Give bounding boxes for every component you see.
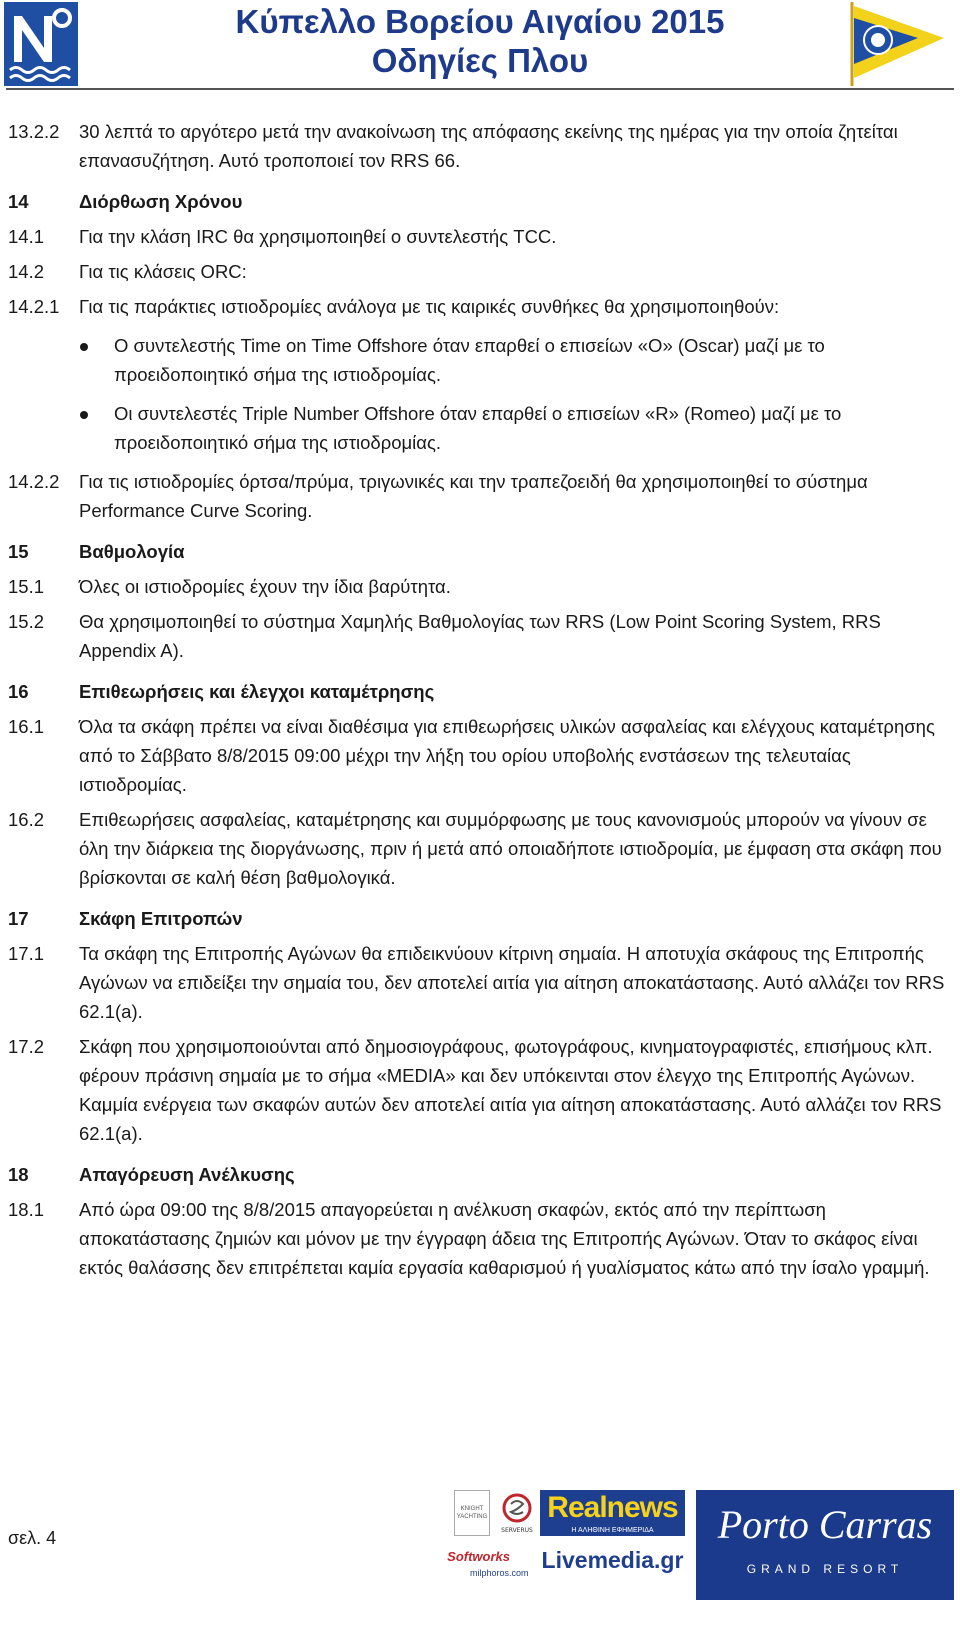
clause-number: 14.2.1 [8, 296, 60, 317]
knight-yachting-logo: KNIGHT YACHTING [454, 1490, 490, 1536]
clause-number: 16.2 [8, 809, 45, 830]
clause-15-2 [8, 607, 953, 665]
clause-text: Τα σκάφη της Επιτροπής Αγώνων θα επιδεικνύουν κίτρινη σημαία. Η αποτυχία σκάφους της Επιτροπής Αγώνων να επιδείξει την σημαία του, δεν αποτελεί αιτία για αίτηση αποκατάστασης. Αυτό αλλάζει τον RRS 62.1(a). [79, 943, 945, 1022]
clause-number: 18.1 [8, 1199, 45, 1220]
clause-number: 17.2 [8, 1036, 45, 1057]
serverus-logo [500, 1490, 534, 1536]
list-item [8, 399, 953, 457]
realnews-logo: Realnews [540, 1490, 685, 1526]
section-number: 15 [8, 541, 29, 562]
section-15-heading [8, 537, 953, 566]
document-body [8, 117, 953, 1282]
clause-number: 15.1 [8, 576, 45, 597]
clause-18-1 [8, 1195, 953, 1282]
bullet-list [8, 331, 953, 457]
sponsor-logos [400, 1490, 955, 1620]
clause-text: Όλα τα σκάφη πρέπει να είναι διαθέσιμα για επιθεωρήσεις υλικών ασφαλείας και ελέγχους καταμέτρησης από το Σάββατο 8/8/2015 09:00 μέχρι την λήξη του ορίου υποβολής ενστάσεων της τελευταίας ιστιοδρομίας. [79, 716, 935, 795]
porto-carras-name: Porto Carras [717, 1502, 933, 1547]
clause-text: Σκάφη που χρησιμοποιούνται από δημοσιογράφους, φωτογράφους, κινηματογραφιστές, επισήμους κλπ. φέρουν πράσινη σημαία με το σήμα «MEDIA» και δεν υπόκεινται στον έλεγχο της Επιτροπής Αγώνων. Καμμία ενέργεια των σκαφών αυτών δεν αποτελεί αιτία για αίτηση αποκατάστασης. Αυτό αλλάζει τον RRS 62.1(a). [79, 1036, 942, 1144]
club-logo-left [4, 2, 78, 86]
clause-text: Για τις ιστιοδρομίες όρτσα/πρύμα, τριγωνικές και την τραπεζοειδή θα χρησιμοποιηθεί το σύστημα Performance Curve Scoring. [79, 471, 868, 521]
livemedia-logo: Livemedia.gr [541, 1547, 684, 1573]
clause-number: 16.1 [8, 716, 45, 737]
section-title: Διόρθωση Χρόνου [79, 191, 243, 212]
clause-text: Επιθεωρήσεις ασφαλείας, καταμέτρησης και συμμόρφωσης με τους κανονισμούς μπορούν να γίνουν σε όλη την διάρκεια της διοργάνωσης, πριν ή μετά από οποιαδήποτε ιστιοδρομία, με έμφαση στα σκάφη που βρίσκονται σε καλή θέση βαθμολογικά. [79, 809, 942, 888]
section-17-heading [8, 904, 953, 933]
clause-16-1 [8, 712, 953, 799]
porto-carras-subtitle: GRAND RESORT [746, 1562, 904, 1576]
section-number: 17 [8, 908, 29, 929]
section-14-heading [8, 187, 953, 216]
club-pennant-logo [848, 0, 948, 88]
page-header [0, 0, 960, 92]
milphoros-logo: milphoros.com [470, 1568, 529, 1578]
clause-14-2-2 [8, 467, 953, 525]
clause-number: 14.2.2 [8, 471, 60, 492]
section-title: Σκάφη Επιτροπών [79, 908, 243, 929]
section-title: Επιθεωρήσεις και έλεγχοι καταμέτρησης [79, 681, 435, 702]
bullet-icon [80, 411, 88, 419]
clause-number: 14.1 [8, 226, 45, 247]
section-number: 18 [8, 1164, 29, 1185]
clause-16-2 [8, 805, 953, 892]
clause-number: 17.1 [8, 943, 45, 964]
clause-text: Για τις κλάσεις ORC: [79, 261, 247, 282]
clause-text: Όλες οι ιστιοδρομίες έχουν την ίδια βαρύτητα. [79, 576, 451, 597]
section-number: 16 [8, 681, 29, 702]
section-number: 14 [8, 191, 29, 212]
section-title: Απαγόρευση Ανέλκυσης [79, 1164, 295, 1185]
clause-text: Για την κλάση IRC θα χρησιμοποιηθεί ο συντελεστής TCC. [79, 226, 557, 247]
bullet-icon [80, 343, 88, 351]
softworks-logo: Softworks [447, 1549, 510, 1564]
section-18-heading [8, 1160, 953, 1189]
list-item [8, 331, 953, 389]
clause-number: 13.2.2 [8, 121, 60, 142]
clause-14-1 [8, 222, 953, 251]
clause-14-2-1 [8, 292, 953, 321]
document-subtitle: Οδηγίες Πλου [371, 42, 589, 79]
clause-number: 14.2 [8, 261, 45, 282]
serverus-label: SERVERUS [501, 1527, 533, 1534]
clause-text: Για τις παράκτιες ιστιοδρομίες ανάλογα με τις καιρικές συνθήκες θα χρησιμοποιηθούν: [79, 296, 780, 317]
realnews-tagline: Η ΑΛΗΘΙΝΗ ΕΦΗΜΕΡΙΔΑ [540, 1526, 685, 1536]
page-number: σελ. 4 [8, 1528, 57, 1548]
clause-text: Από ώρα 09:00 της 8/8/2015 απαγορεύεται η ανέλκυση σκαφών, εκτός από την περίπτωση αποκατάστασης ζημιών και μόνον με την έγγραφη άδεια της Επιτροπής Αγώνων. Όταν το σκάφος είναι εκτός θαλάσσης δεν επιτρέπεται καμία εργασία καθαρισμού ή γυαλίσματος κάτω από την ίσαλο γραμμή. [79, 1199, 930, 1278]
section-16-heading [8, 677, 953, 706]
clause-14-2 [8, 257, 953, 286]
list-item-text: Ο συντελεστής Time on Time Offshore όταν επαρθεί ο επισείων «Ο» (Oscar) μαζί με το προειδοποιητικό σήμα της ιστιοδρομίας. [114, 335, 825, 385]
document-title: Κύπελλο Βορείου Αιγαίου 2015 [235, 3, 725, 40]
clause-15-1 [8, 572, 953, 601]
clause-17-2 [8, 1032, 953, 1148]
header-rule [6, 88, 954, 90]
clause-text: Θα χρησιμοποιηθεί το σύστημα Χαμηλής Βαθμολογίας των RRS (Low Point Scoring System, RRS Appendix A). [79, 611, 881, 661]
section-title: Βαθμολογία [79, 541, 185, 562]
list-item-text: Οι συντελεστές Triple Number Offshore όταν επαρθεί ο επισείων «R» (Romeo) μαζί με το προειδοποιητικό σήμα της ιστιοδρομίας. [114, 403, 842, 453]
clause-17-1 [8, 939, 953, 1026]
clause-13-2-2 [8, 117, 953, 175]
clause-text: 30 λεπτά το αργότερο μετά την ανακοίνωση της απόφασης εκείνης της ημέρας για την οποία ζητείται επανασυζήτηση. Αυτό τροποποιεί τον RRS 66. [79, 121, 898, 171]
clause-number: 15.2 [8, 611, 45, 632]
porto-carras-logo [696, 1490, 954, 1600]
